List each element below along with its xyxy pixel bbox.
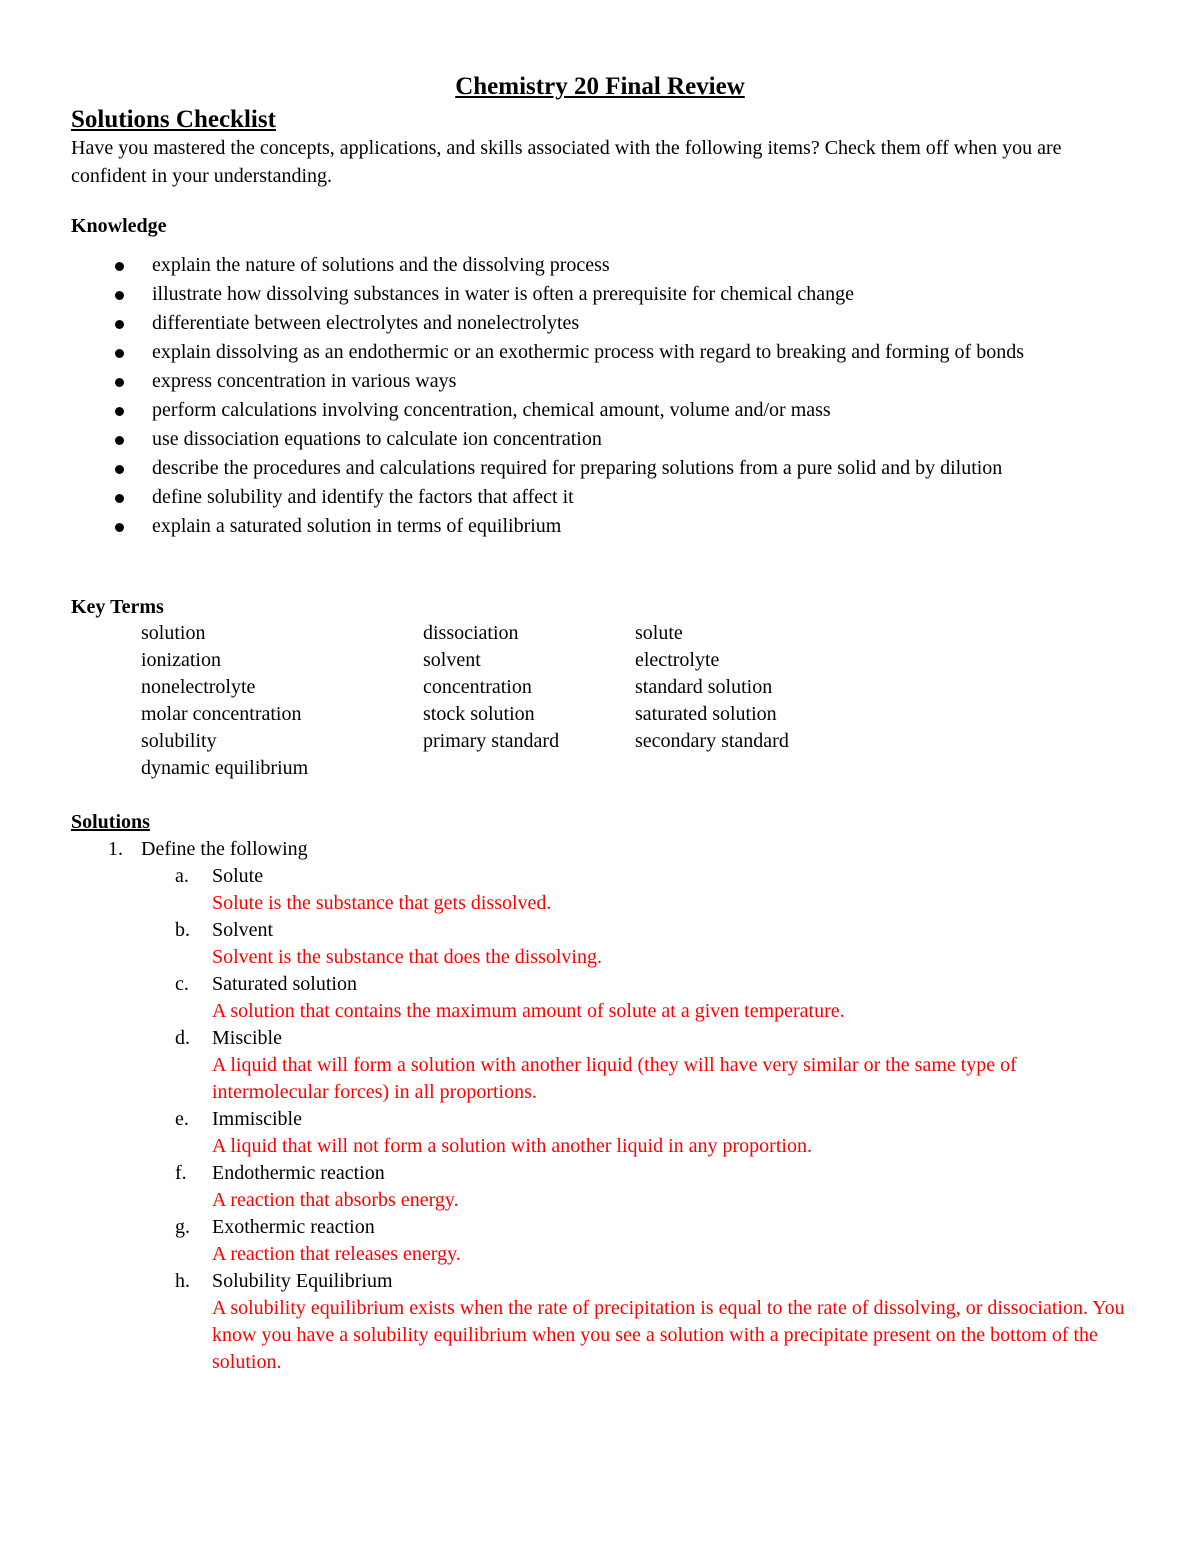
definition-letter: d. (175, 1027, 190, 1049)
definition-letter: h. (175, 1270, 190, 1292)
key-term: secondary standard (635, 730, 789, 752)
knowledge-item (0, 397, 1132, 424)
definition-letter: a. (175, 865, 189, 887)
definition-letter: b. (175, 919, 190, 941)
definition-letter: e. (175, 1108, 189, 1130)
definition-item (175, 971, 1135, 1025)
bullet-icon (115, 465, 124, 474)
bullet-icon (115, 436, 124, 445)
key-term: saturated solution (635, 703, 777, 725)
definition-term: Miscible (212, 1027, 282, 1049)
definition-answer: Solvent is the substance that does the dissolving. (212, 946, 602, 968)
question-number: 1. (108, 838, 123, 860)
knowledge-item-text: illustrate how dissolving substances in water is often a prerequisite for chemical change (152, 283, 855, 305)
key-term: concentration (423, 676, 532, 698)
key-term: solution (141, 622, 206, 644)
knowledge-item (0, 426, 1132, 453)
checklist-intro: Have you mastered the concepts, applications, and skills associated with the following items? Check them off when you are confident in your understanding. (71, 137, 1062, 187)
key-term: electrolyte (635, 649, 720, 671)
bullet-icon (115, 349, 124, 358)
key-term: ionization (141, 649, 221, 671)
key-term (423, 755, 635, 782)
definition-letter: f. (175, 1162, 187, 1184)
definition-item (175, 1160, 1135, 1214)
bullet-icon (115, 378, 124, 387)
key-terms-heading: Key Terms (71, 596, 164, 618)
definition-answer: A solubility equilibrium exists when the rate of precipitation is equal to the rate of dissolving, or dissociation. You know you have a solubility equilibrium when you see a solution with a precipitate present on the bottom of the solution. (212, 1297, 1125, 1373)
knowledge-item (0, 310, 1132, 337)
definition-term: Solubility Equilibrium (212, 1270, 393, 1292)
definition-letter: g. (175, 1216, 190, 1238)
definition-term: Solvent (212, 919, 274, 941)
definition-answer: Solute is the substance that gets dissolved. (212, 892, 552, 914)
knowledge-item-text: define solubility and identify the factors that affect it (152, 486, 574, 508)
definition-item (175, 917, 1135, 971)
bullet-icon (115, 523, 124, 532)
knowledge-item (0, 339, 1132, 366)
knowledge-item (0, 368, 1132, 395)
key-term: solvent (423, 649, 481, 671)
definition-answer: A liquid that will form a solution with another liquid (they will have very similar or the same type of intermolecular forces) in all proportions. (212, 1054, 1017, 1103)
knowledge-item-text: use dissociation equations to calculate ion concentration (152, 428, 602, 450)
bullet-icon (115, 320, 124, 329)
solutions-heading: Solutions (71, 811, 150, 833)
knowledge-item-text: express concentration in various ways (152, 370, 457, 392)
definition-term: Endothermic reaction (212, 1162, 385, 1184)
definition-answer: A solution that contains the maximum amount of solute at a given temperature. (212, 1000, 845, 1022)
definition-answer: A liquid that will not form a solution with another liquid in any proportion. (212, 1135, 812, 1157)
key-term: primary standard (423, 730, 560, 752)
knowledge-item-text: describe the procedures and calculations required for preparing solutions from a pure solid and by dilution (152, 457, 1003, 479)
knowledge-item-text: explain the nature of solutions and the dissolving process (152, 254, 610, 276)
knowledge-item (0, 252, 1132, 279)
key-term: dissociation (423, 622, 519, 644)
key-term: solute (635, 622, 683, 644)
knowledge-list (0, 252, 1200, 542)
definition-item (175, 1214, 1135, 1268)
definition-letter: c. (175, 973, 189, 995)
question-text: Define the following (141, 838, 308, 860)
key-term (635, 755, 895, 782)
key-term: molar concentration (141, 703, 302, 725)
knowledge-item-text: perform calculations involving concentration, chemical amount, volume and/or mass (152, 399, 831, 421)
definition-item (175, 1268, 1135, 1376)
bullet-icon (115, 291, 124, 300)
checklist-heading: Solutions Checklist (71, 106, 276, 133)
knowledge-item (0, 455, 1132, 482)
definition-answer: A reaction that releases energy. (212, 1243, 461, 1265)
definition-item (175, 1106, 1135, 1160)
knowledge-item (0, 513, 1132, 540)
bullet-icon (115, 494, 124, 503)
definition-answer: A reaction that absorbs energy. (212, 1189, 459, 1211)
knowledge-item (0, 281, 1132, 308)
bullet-icon (115, 407, 124, 416)
key-term: standard solution (635, 676, 773, 698)
key-term: solubility (141, 730, 217, 752)
key-terms-grid (141, 620, 895, 782)
key-term: nonelectrolyte (141, 676, 256, 698)
definitions-list (175, 863, 1135, 1376)
key-term: stock solution (423, 703, 535, 725)
definition-term: Immiscible (212, 1108, 302, 1130)
knowledge-item-text: explain a saturated solution in terms of equilibrium (152, 515, 562, 537)
definition-term: Exothermic reaction (212, 1216, 375, 1238)
definition-item (175, 1025, 1135, 1106)
key-term: dynamic equilibrium (141, 757, 309, 779)
page-title: Chemistry 20 Final Review (455, 73, 745, 100)
knowledge-item-text: differentiate between electrolytes and nonelectrolytes (152, 312, 580, 334)
knowledge-item (0, 484, 1132, 511)
bullet-icon (115, 262, 124, 271)
knowledge-heading: Knowledge (71, 215, 167, 237)
definition-item (175, 863, 1135, 917)
knowledge-item-text: explain dissolving as an endothermic or an exothermic process with regard to breaking and forming of bonds (152, 341, 1024, 363)
definition-term: Solute (212, 865, 264, 887)
definition-term: Saturated solution (212, 973, 357, 995)
